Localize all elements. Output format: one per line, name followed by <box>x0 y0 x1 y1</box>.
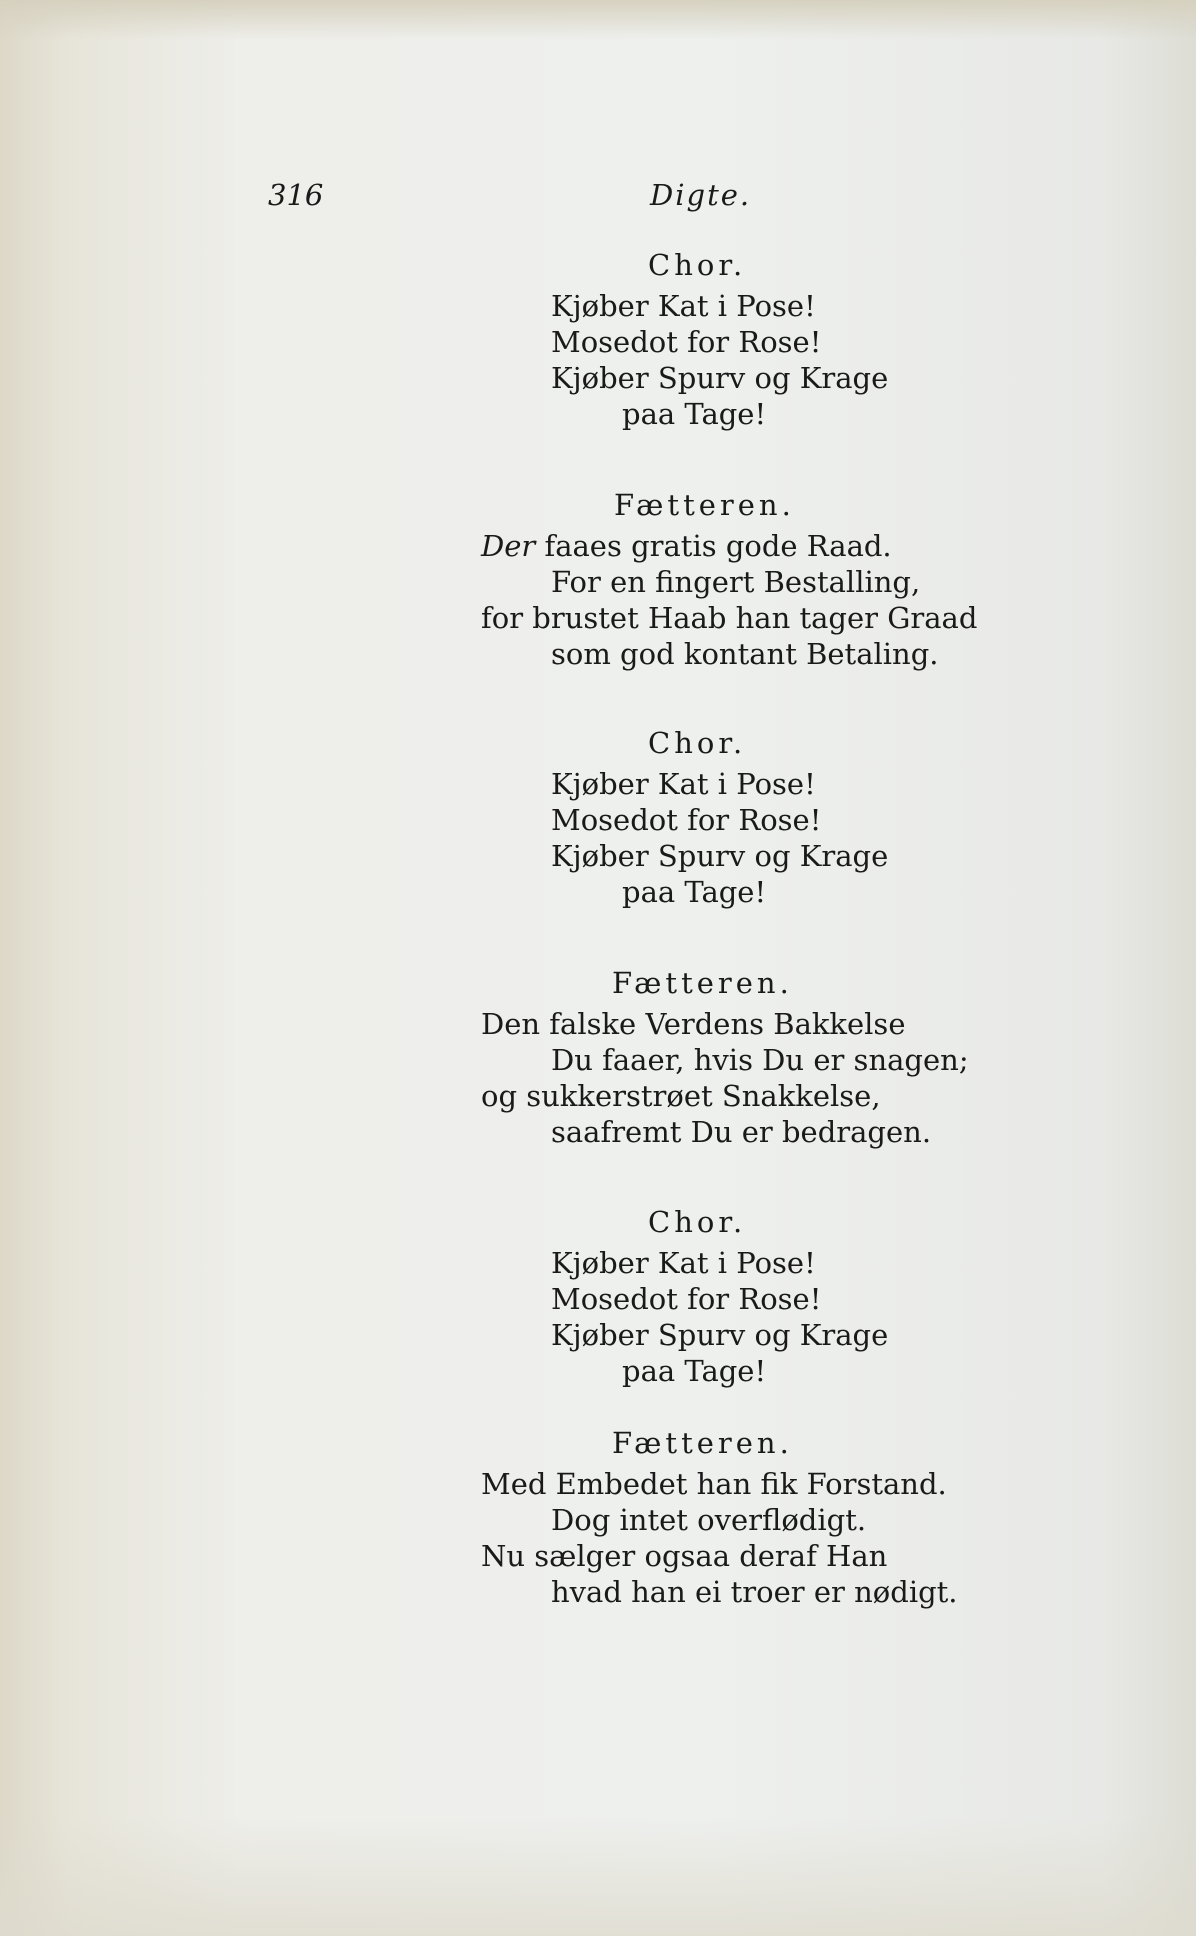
verse-line: For en fingert Bestalling, <box>551 565 921 599</box>
running-title: Digte. <box>650 178 752 212</box>
speaker-label: Chor. <box>648 726 747 760</box>
verse-line: Mosedot for Rose! <box>551 1282 822 1316</box>
verse-line: paa Tage! <box>622 397 767 431</box>
speaker-label: Chor. <box>648 248 747 282</box>
verse-line: Kjøber Kat i Pose! <box>551 289 816 323</box>
page-number: 316 <box>268 178 324 212</box>
verse-line: Nu sælger ogsaa deraf Han <box>481 1539 888 1573</box>
verse-line: hvad han ei troer er nødigt. <box>551 1575 958 1609</box>
verse-line: Kjøber Spurv og Krage <box>551 1318 889 1352</box>
verse-line: Kjøber Kat i Pose! <box>551 767 816 801</box>
verse-line: paa Tage! <box>622 875 767 909</box>
verse-line: Mosedot for Rose! <box>551 803 822 837</box>
speaker-label: Fætteren. <box>612 1426 793 1460</box>
verse-line: Mosedot for Rose! <box>551 325 822 359</box>
verse-line: Kjøber Spurv og Krage <box>551 839 889 873</box>
speaker-label: Fætteren. <box>612 966 793 1000</box>
verse-line: saafremt Du er bedragen. <box>551 1115 932 1149</box>
verse-line: paa Tage! <box>622 1354 767 1388</box>
verse-line: Kjøber Spurv og Krage <box>551 361 889 395</box>
verse-text: faaes gratis gode Raad. <box>535 529 892 563</box>
verse-line: Den falske Verdens Bakkelse <box>481 1007 906 1041</box>
verse-line: Kjøber Kat i Pose! <box>551 1246 816 1280</box>
verse-line: Du faaer, hvis Du er snagen; <box>551 1043 969 1077</box>
verse-line: og sukkerstrøet Snakkelse, <box>481 1079 881 1113</box>
verse-line: for brustet Haab han tager Graad <box>481 601 978 635</box>
speaker-label: Fætteren. <box>614 488 795 522</box>
verse-line: Med Embedet han fik Forstand. <box>481 1467 947 1501</box>
verse-line: som god kontant Betaling. <box>551 637 939 671</box>
speaker-label: Chor. <box>648 1205 747 1239</box>
verse-line: Dog intet overflødigt. <box>551 1503 867 1537</box>
verse-emphasis: Der <box>481 529 536 563</box>
running-head <box>0 178 1196 218</box>
verse-line <box>481 528 892 564</box>
